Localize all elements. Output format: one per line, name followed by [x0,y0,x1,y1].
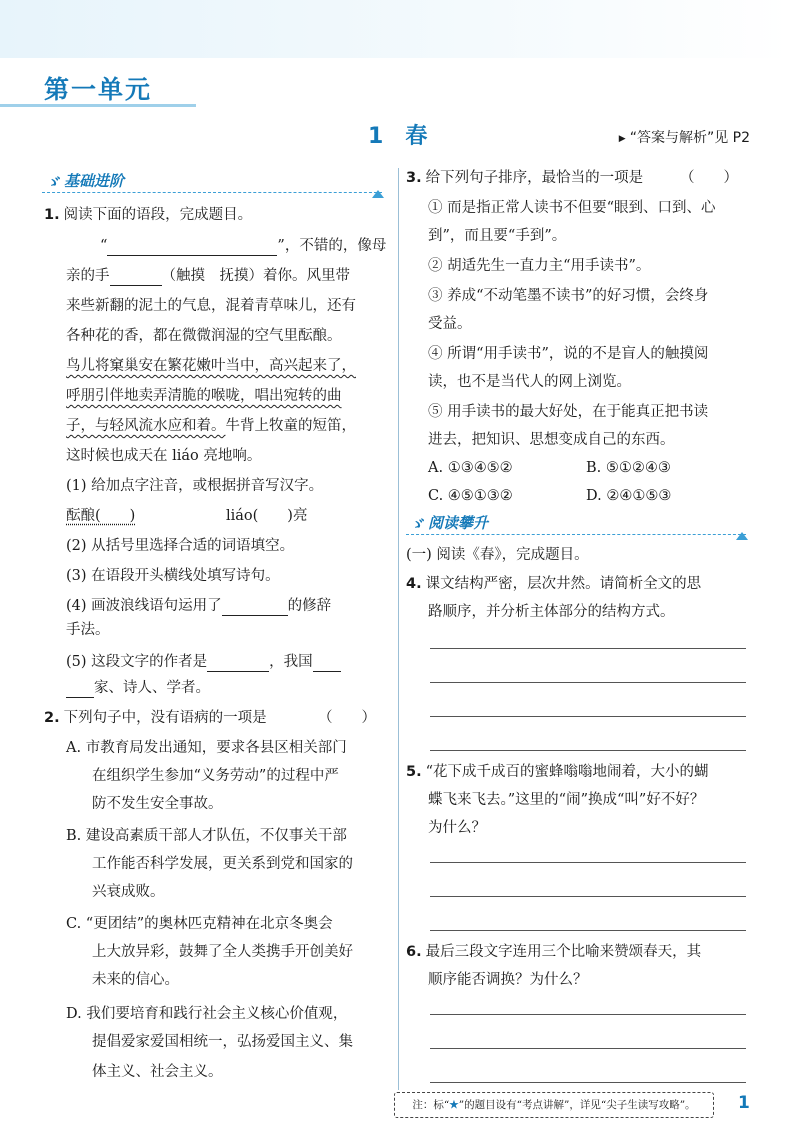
q1-passage-line: 来些新翻的泥土的气息，混着青草味儿，还有 [66,298,356,314]
page-number: 1 [738,1093,750,1113]
answer-line[interactable] [430,896,746,897]
q4-line: 4. 课文结构严密，层次井然。请简析全文的思 [406,576,702,592]
corner-triangle-icon [372,190,384,198]
answer-line[interactable] [430,1048,746,1049]
q2-option-a-cont: 防不发生安全事故。 [92,796,223,812]
q3-sentence-4: ④ 所谓“用手读书”，说的不是盲人的触摸阅 [428,346,709,362]
q3-option-a[interactable]: A. ①③④⑤② [428,460,513,476]
word-blank[interactable] [110,269,162,286]
header-band [0,0,790,58]
answer-line[interactable] [430,1014,746,1015]
poem-blank[interactable] [107,239,277,256]
q2-stem: 2. 下列句子中，没有语病的一项是 [44,710,267,726]
answer-line[interactable] [430,862,746,863]
q3-sentence-4-cont: 读，也不是当代人的网上浏览。 [428,374,631,390]
q2-option-b: B. 建设高素质干部人才队伍，不仅事关干部 [66,828,347,844]
q5-line: 蝶飞来飞去。”这里的“闹”换成“叫”好不好？ [428,792,705,808]
answer-line[interactable] [430,682,746,683]
rhetoric-blank[interactable] [222,599,288,616]
q1-sub5: (5) 这段文字的作者是 ，我国 [66,652,341,672]
column-divider [398,168,399,1090]
q3-option-d[interactable]: D. ②④①⑤③ [586,488,672,504]
q3-sentence-5: ⑤ 用手读书的最大好处，在于能真正把书读 [428,404,709,420]
runner-icon: ゞ [44,173,61,192]
corner-triangle-icon [736,532,748,540]
lesson-title [368,119,427,150]
q1-sub1-a: 酝酿( ) [66,508,136,524]
q3-sentence-5-cont: 进去，把知识、思想变成自己的东西。 [428,432,675,448]
q3-sentence-3: ③ 养成“不动笔墨不读书”的好习惯，会终身 [428,288,709,304]
q1-sub1-b: liáo( )亮 [226,508,308,524]
q3-sentence-1: ① 而是指正常人读书不但要“眼到、口到、心 [428,200,716,216]
answer-line[interactable] [430,750,746,751]
q2-option-a: A. 市教育局发出通知，要求各县区相关部门 [66,740,347,756]
q2-option-b-cont: 兴衰成败。 [92,884,165,900]
q2-option-b-cont: 工作能否科学发展，更关系到党和国家的 [92,856,353,872]
star-icon: ★ [449,1099,459,1111]
answer-line[interactable] [430,1082,746,1083]
q3-sentence-2: ② 胡适先生一直力主“用手读书”。 [428,258,651,274]
q3-stem: 3. 给下列句子排序，最恰当的一项是 [406,170,644,186]
q1-passage-line: 亲的手 （触摸 抚摸）着你。风里带 [66,268,350,284]
q1-passage-wavy-line: 呼朋引伴地卖弄清脆的喉咙，唱出宛转的曲 [66,388,342,404]
q3-sentence-1-cont: 到”，而且要“手到”。 [428,228,567,244]
q5-line: 为什么？ [428,820,486,836]
q3-answer-paren[interactable]: （ ） [680,170,738,186]
q1-passage-line: 子，与轻风流水应和着。牛背上牧童的短笛， [66,418,356,434]
q1-sub4: (4) 画波浪线语句运用了 的修辞 [66,598,332,614]
lesson-name: 春 [405,124,428,149]
q1-passage-line: 各种花的香，都在微微润湿的空气里酝酿。 [66,328,342,344]
answer-line[interactable] [430,930,746,931]
answer-reference: ▶ “答案与解析”见 P2 [618,130,750,146]
unit-underline [0,104,196,107]
q2-option-c-cont: 上大放异彩，鼓舞了全人类携手开创美好 [92,944,353,960]
profession-blank-cont[interactable] [66,681,94,698]
unit-title: 第一单元 [44,75,153,104]
q3-sentence-3-cont: 受益。 [428,316,472,332]
q1-passage-line: “ ”，不错的，像母 [100,238,387,254]
runner-icon: ゞ [408,515,425,534]
section-basic-header: ゞ 基础进阶 [42,170,382,193]
q6-line: 顺序能否调换？为什么？ [428,972,588,988]
q2-option-d-cont: 体主义、社会主义。 [92,1064,223,1080]
lesson-number: 1 [368,124,384,149]
q4-line: 路顺序，并分析主体部分的结构方式。 [428,604,675,620]
q1-sub3: (3) 在语段开头横线处填写诗句。 [66,568,280,584]
answer-line[interactable] [430,648,746,649]
q3-option-b[interactable]: B. ⑤①②④③ [586,460,671,476]
q3-option-c[interactable]: C. ④⑤①③② [428,488,513,504]
q6-line: 6. 最后三段文字连用三个比喻来赞颂春天，其 [406,944,702,960]
footer-note: 注：标“★”的题目设有“考点讲解”，详见“尖子生读写攻略”。 [394,1092,714,1118]
reading-part-label: (一) 阅读《春》，完成题目。 [406,547,589,563]
q1-passage-line: 这时候也成天在 liáo 亮地响。 [66,448,262,464]
q1-sub2: (2) 从括号里选择合适的词语填空。 [66,538,295,554]
profession-blank[interactable] [313,655,341,672]
q2-option-c: C. “更团结”的奥林匹克精神在北京冬奥会 [66,916,333,932]
q1-sub1: (1) 给加点字注音，或根据拼音写汉字。 [66,478,324,494]
section-reading-header: ゞ 阅读攀升 [406,512,746,535]
q1-stem: 1. 阅读下面的语段，完成题目。 [44,207,253,223]
q2-option-d-cont: 提倡爱家爱国相统一，弘扬爱国主义、集 [92,1034,353,1050]
q2-answer-paren[interactable]: （ ） [318,710,376,726]
q5-line: 5. “花下成千成百的蜜蜂嗡嗡地闹着，大小的蝴 [406,764,709,780]
q2-option-d: D. 我们要培育和践行社会主义核心价值观， [66,1006,348,1022]
author-blank[interactable] [207,655,269,672]
answer-line[interactable] [430,716,746,717]
q1-sub4-cont: 手法。 [66,622,110,638]
triangle-icon: ▶ [618,134,626,144]
q2-option-a-cont: 在组织学生参加“义务劳动”的过程中严 [92,768,339,784]
q1-passage-wavy-line: 鸟儿将窠巢安在繁花嫩叶当中，高兴起来了， [66,358,356,374]
q2-option-c-cont: 未来的信心。 [92,972,179,988]
q1-sub5-cont: 家、诗人、学者。 [66,678,210,698]
